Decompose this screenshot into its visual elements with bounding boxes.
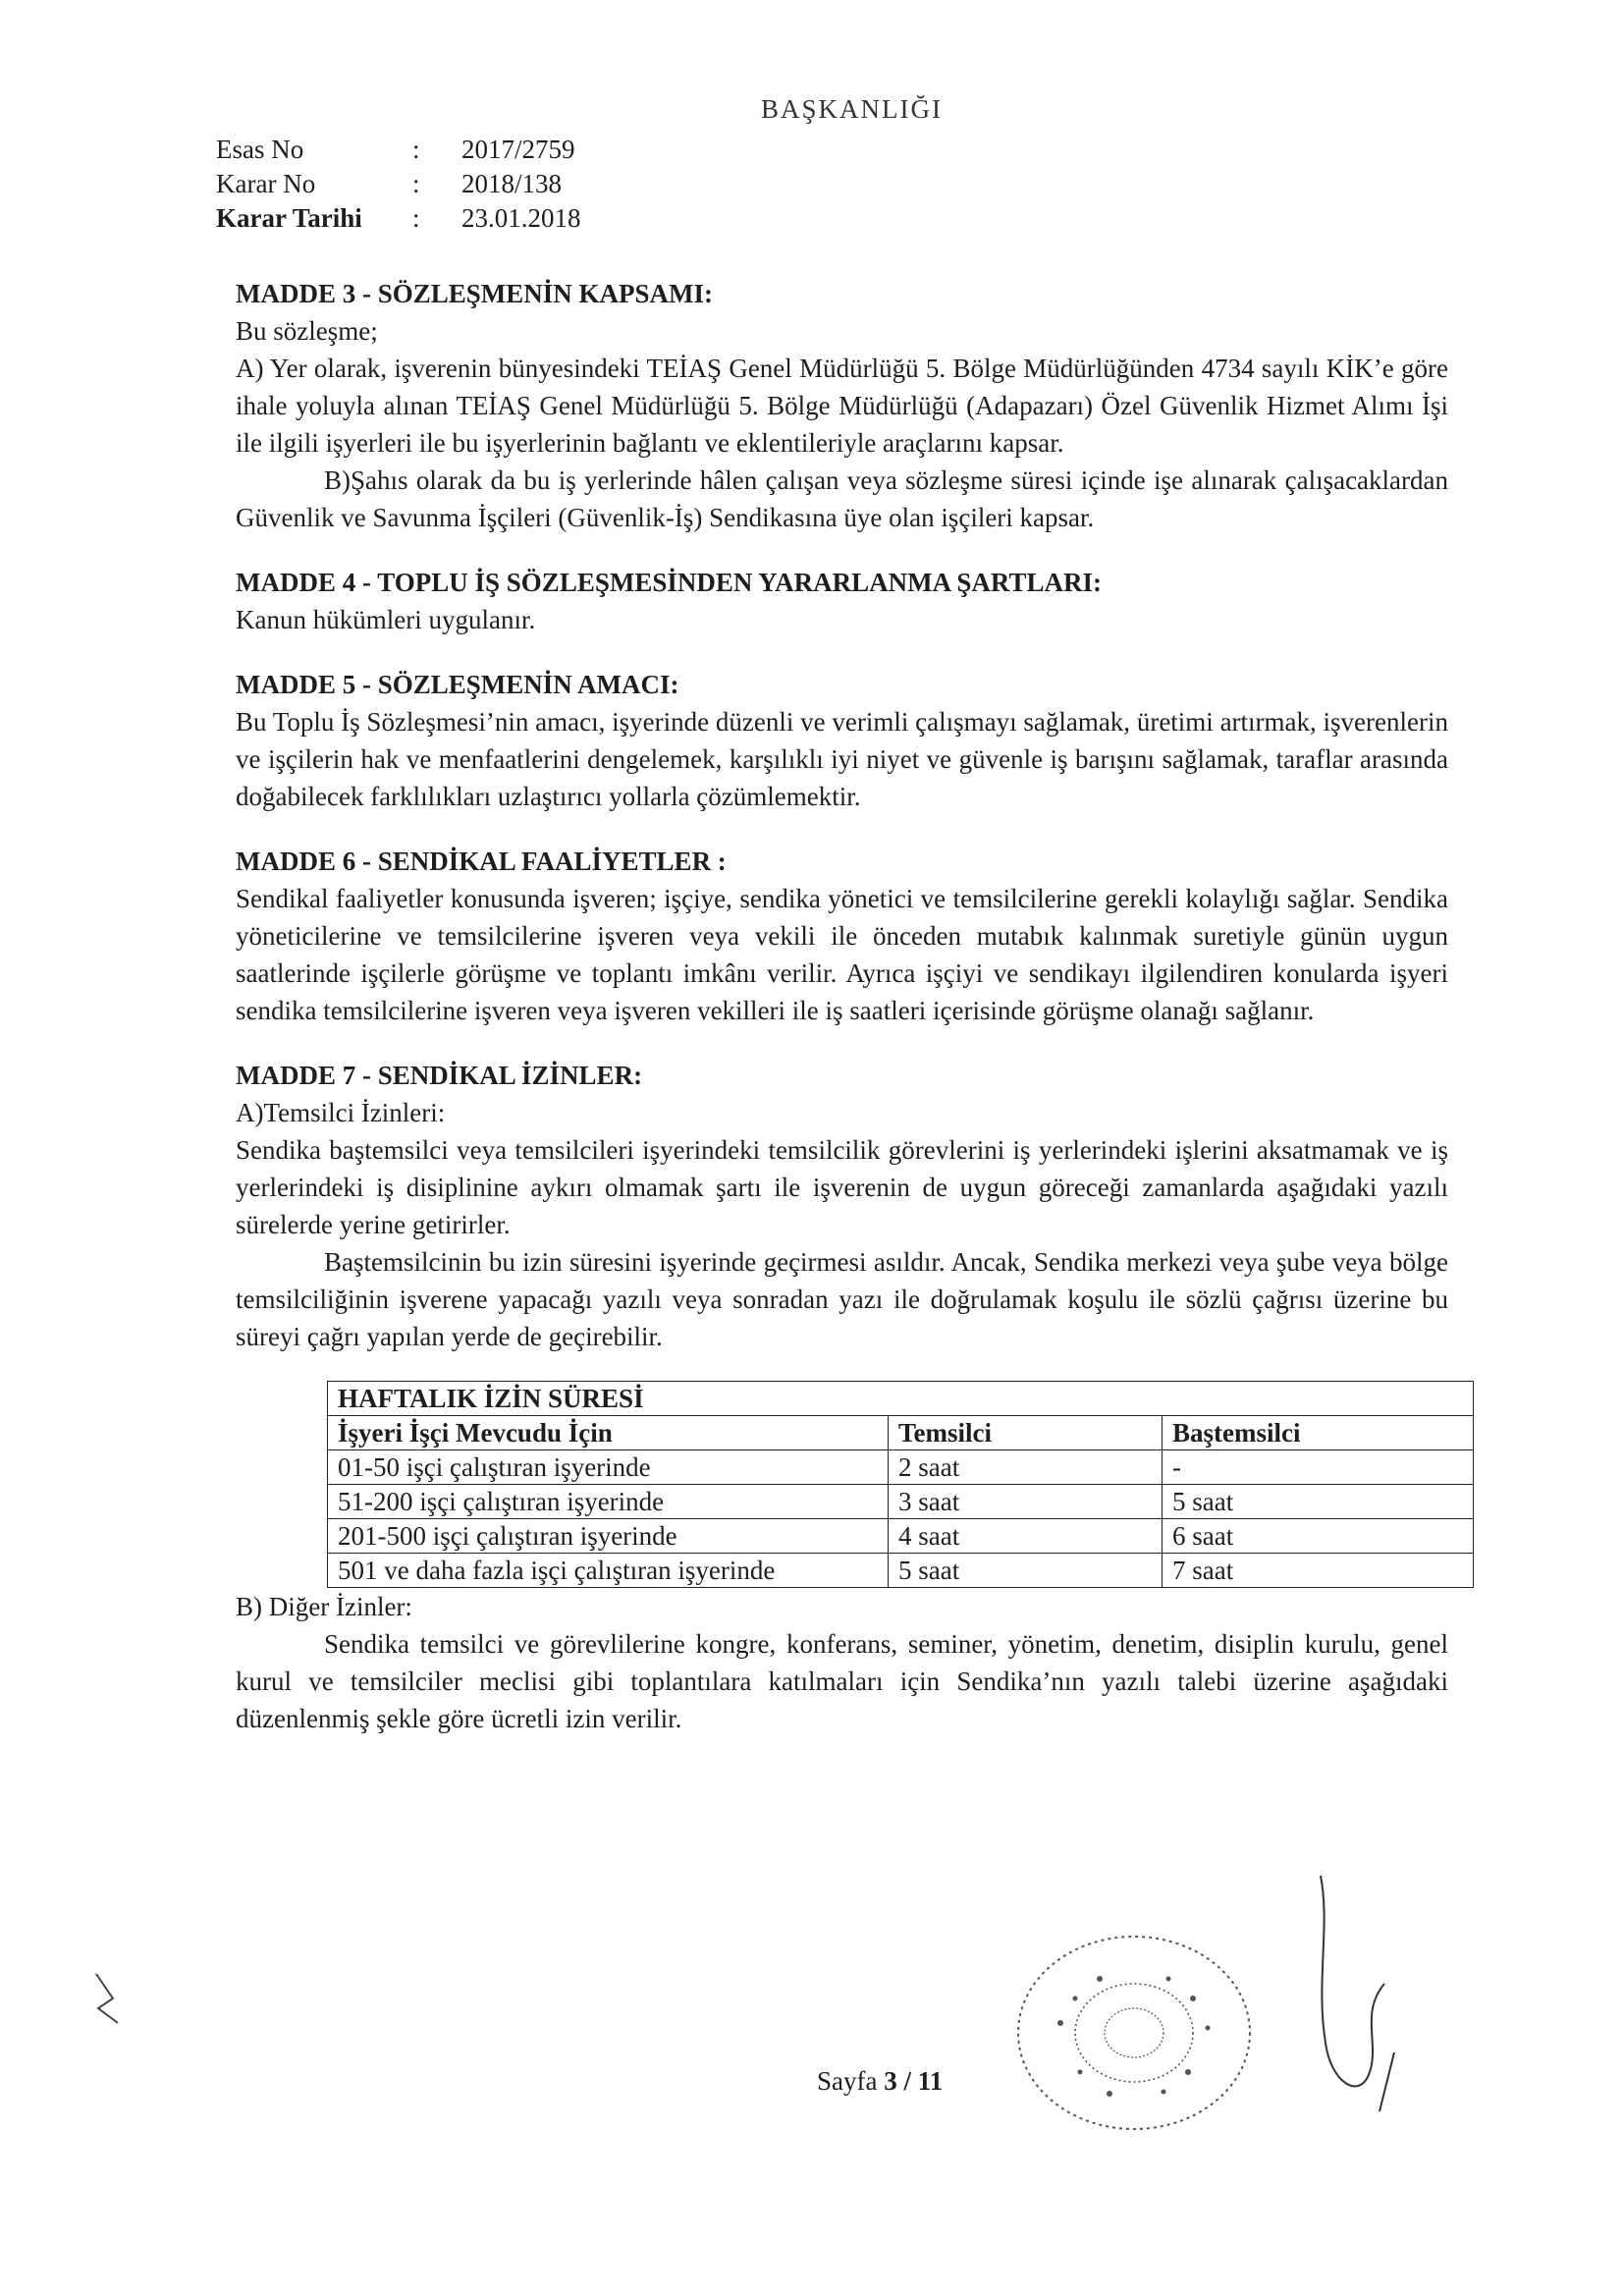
official-stamp <box>992 1925 1276 2156</box>
table-cell: 6 saat <box>1163 1519 1474 1554</box>
table-header-row <box>328 1416 1474 1450</box>
madde-3-intro: Bu sözleşme; <box>236 316 378 346</box>
madde-3-a: A) Yer olarak, işverenin bünyesindeki TEİAŞ Genel Müdürlüğü 5. Bölge Müdürlüğünden 4734 sayılı KİK’e göre ihale yoluyla alınan TEİAŞ Genel Müdürlüğü 5. Bölge Müdürlüğü (Adapazarı) Özel Güvenlik Hizmet Alımı İşi ile ilgili işyerleri ile bu işyerlerinin bağlantı ve eklentileriyle araçlarını kapsar. <box>236 354 1448 458</box>
margin-mark <box>88 1969 128 2033</box>
madde-4 <box>236 564 1448 638</box>
table-cell: 3 saat <box>889 1485 1163 1519</box>
meta-row-karar: Karar No : 2018/138 <box>216 167 581 201</box>
madde-7-sub-b: B) Diğer İzinler: <box>236 1592 412 1621</box>
meta-label: Karar No <box>216 169 316 198</box>
madde-7-sub-a: A)Temsilci İzinleri: <box>236 1098 446 1127</box>
table-title-row <box>328 1382 1474 1416</box>
madde-6-text: Sendikal faaliyetler konusunda işveren; işçiye, sendika yönetici ve temsilcilerine gerekli kolaylığı sağlar. Sendika yöneticilerine ve temsilcilerine işveren veya vekili ile önceden mutabık kalınmak suretiyle günün uygun saatlerinde işçilerle görüşme ve toplantı imkânı verilir. Ayrıca işçiyi ve sendikayı ilgilendiren konularda işyeri sendika temsilcilerine işveren veya işveren vekilleri ile iş saatleri içerisinde görüşme olanağı sağlanır. <box>236 884 1448 1025</box>
meta-row-esas: Esas No : 2017/2759 <box>216 133 581 167</box>
madde-5-text: Bu Toplu İş Sözleşmesi’nin amacı, işyerinde düzenli ve verimli çalışmayı sağlamak, üretimi artırmak, işverenlerin ve işçilerin hak ve menfaatlerini dengelemek, karşılıklı iyi niyet ve güvenle iş barışını sağlamak, taraflar arasında doğabilecek farklılıkları uzlaştırıcı yollarla çözümlemektir. <box>236 707 1448 811</box>
meta-value: 23.01.2018 <box>461 203 581 233</box>
table-cell: 4 saat <box>889 1519 1163 1554</box>
table-cell: 201-500 işçi çalıştıran işyerinde <box>328 1519 889 1554</box>
signature <box>1301 1866 1419 2126</box>
table-cell: - <box>1163 1450 1474 1485</box>
madde-3-b: B)Şahıs olarak da bu iş yerlerinde hâlen çalışan veya sözleşme süresi içinde işe alınarak çalışacaklardan Güvenlik ve Savunma İşçileri (Güvenlik-İş) Sendikasına üye olan işçileri kapsar. <box>236 465 1448 532</box>
page-number: 3 / 11 <box>884 2066 944 2096</box>
table-title: HAFTALIK İZİN SÜRESİ <box>328 1382 1474 1416</box>
institution-header: BAŞKANLIĞI <box>761 94 943 124</box>
madde-7-p3: Sendika temsilci ve görevlilerine kongre, konferans, seminer, yönetim, denetim, disiplin kurulu, genel kurul ve temsilciler meclisi gibi toplantılara katılmaları için Sendika’nın yazılı talebi üzerine aşağıdaki düzenlenmiş şekle göre ücretli izin verilir. <box>236 1629 1448 1733</box>
case-meta <box>216 133 581 236</box>
table-row <box>328 1485 1474 1519</box>
madde-7-p2: Baştemsilcinin bu izin süresini işyerinde geçirmesi asıldır. Ancak, Sendika merkezi veya şube veya bölge temsilciliğinin işverene yapacağı yazılı veya sonradan yazı ile doğrulamak koşulu ile sözlü çağrısı üzerine bu süreyi çağrı yapılan yerde de geçirebilir. <box>236 1247 1448 1351</box>
stamp-icon <box>992 1925 1276 2151</box>
table-cell: 01-50 işçi çalıştıran işyerinde <box>328 1450 889 1485</box>
page-footer <box>817 2066 943 2097</box>
table-row <box>328 1554 1474 1588</box>
table-row <box>328 1450 1474 1485</box>
footer-label: Sayfa <box>817 2066 878 2096</box>
madde-7 <box>236 1057 1448 1737</box>
table-cell: 2 saat <box>889 1450 1163 1485</box>
signature-icon <box>1301 1866 1419 2121</box>
table-cell: 5 saat <box>889 1554 1163 1588</box>
madde-7-p1: Sendika baştemsilci veya temsilcileri işyerindeki temsilcilik görevlerini iş yerlerindeki işlerini aksatmamak ve iş yerlerindeki iş disiplinine aykırı olmamak şartı ile işverenin de uygun göreceği zamanlarda aşağıdaki yazılı sürelerde yerine getirirler. <box>236 1135 1448 1239</box>
madde-4-text: Kanun hükümleri uygulanır. <box>236 605 536 634</box>
table-cell: 501 ve daha fazla işçi çalıştıran işyerinde <box>328 1554 889 1588</box>
table-cell: 5 saat <box>1163 1485 1474 1519</box>
table-cell: 51-200 işçi çalıştıran işyerinde <box>328 1485 889 1519</box>
pencil-mark-icon <box>88 1969 128 2028</box>
table-row <box>328 1519 1474 1554</box>
table-cell: 7 saat <box>1163 1554 1474 1588</box>
meta-label: Karar Tarihi <box>216 203 362 233</box>
meta-value: 2017/2759 <box>461 135 575 164</box>
weekly-permit-table <box>327 1381 1474 1588</box>
madde-7-title: MADDE 7 - SENDİKAL İZİNLER: <box>236 1061 643 1090</box>
madde-6 <box>236 843 1448 1029</box>
madde-5-title: MADDE 5 - SÖZLEŞMENİN AMACI: <box>236 670 679 699</box>
meta-row-tarih: Karar Tarihi : 23.01.2018 <box>216 201 581 236</box>
madde-4-title: MADDE 4 - TOPLU İŞ SÖZLEŞMESİNDEN YARARLANMA ŞARTLARI: <box>236 568 1102 597</box>
madde-5 <box>236 666 1448 815</box>
document-body <box>236 275 1448 1737</box>
madde-3-title: MADDE 3 - SÖZLEŞMENİN KAPSAMI: <box>236 279 714 308</box>
madde-6-title: MADDE 6 - SENDİKAL FAALİYETLER : <box>236 847 727 876</box>
column-header: İşyeri İşçi Mevcudu İçin <box>328 1416 889 1450</box>
madde-3 <box>236 275 1448 536</box>
meta-label: Esas No <box>216 135 304 164</box>
meta-value: 2018/138 <box>461 169 563 198</box>
column-header: Temsilci <box>889 1416 1163 1450</box>
column-header: Baştemsilci <box>1163 1416 1474 1450</box>
